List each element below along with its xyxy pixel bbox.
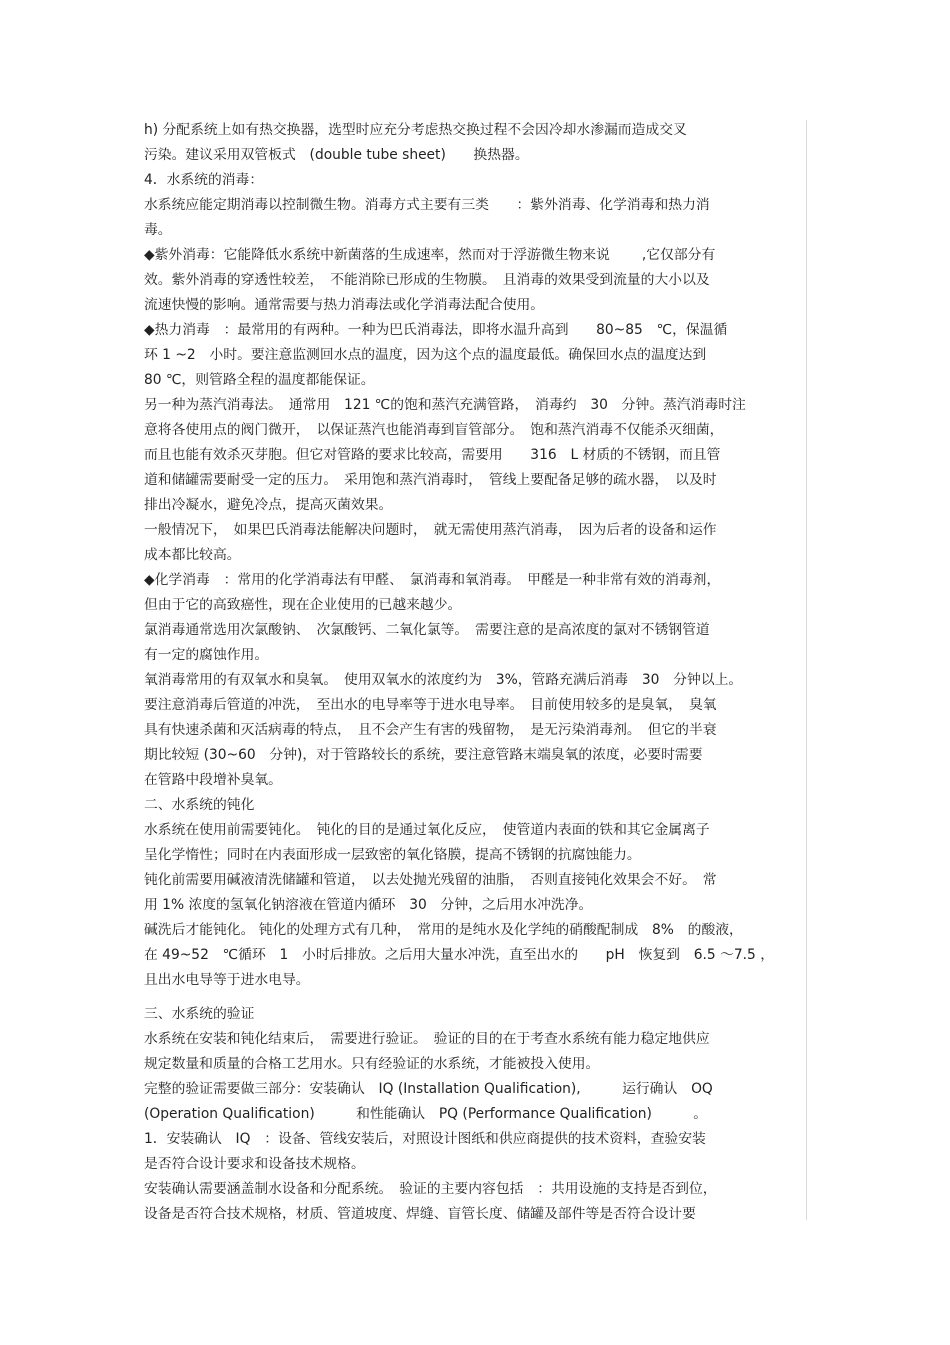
text-line: 有一定的腐蚀作用。	[144, 647, 269, 663]
text-line: 在管路中段增补臭氧。	[144, 772, 282, 788]
text-line: 排出冷凝水，避免冷点，提高灭菌效果。	[144, 497, 393, 513]
text-line: 期比较短 (30~60 分钟)，对于管路较长的系统，要注意管路末端臭氧的浓度，必要时需要	[144, 747, 703, 763]
text-line: 要注意消毒后管道的冲洗， 至出水的电导率等于进水电导率。 目前使用较多的是臭氧， 臭氧	[144, 697, 717, 713]
text-line: 碱洗后才能钝化。 钝化的处理方式有几种， 常用的是纯水及化学纯的硝酸配制成 8% 的酸液，	[144, 922, 743, 938]
text-line: 氧消毒常用的有双氧水和臭氧。 使用双氧水的浓度约为 3%，管路充满后消毒 30 分钟以上。	[144, 672, 743, 688]
text-line: 1．安装确认 IQ ：设备、管线安装后，对照设计图纸和供应商提供的技术资料，查验安装	[144, 1131, 706, 1147]
text-line: 完整的验证需要做三部分：安装确认 IQ (Installation Qualification), 运行确认 OQ	[144, 1081, 713, 1097]
text-line: h) 分配系统上如有热交换器，选型时应充分考虑热交换过程不会因冷却水渗漏而造成交叉	[144, 122, 687, 138]
text-line: 意将各使用点的阀门微开， 以保证蒸汽也能消毒到盲管部分。 饱和蒸汽消毒不仅能杀灭细菌，	[144, 422, 724, 438]
text-line: 二、水系统的钝化	[144, 797, 255, 813]
text-line: ◆化学消毒 ：常用的化学消毒法有甲醛、 氯消毒和氧消毒。 甲醛是一种非常有效的消毒剂，	[144, 572, 721, 588]
paragraph-gap	[144, 993, 806, 1002]
text-line: 在 49~52 ℃循环 1 小时后排放。之后用大量水冲洗，直至出水的 pH 恢复到 6.5 ～7.5 ，	[144, 947, 775, 963]
text-line: 水系统应能定期消毒以控制微生物。消毒方式主要有三类 ：紫外消毒、化学消毒和热力消	[144, 197, 710, 213]
text-line: 氯消毒通常选用次氯酸钠、 次氯酸钙、二氧化氯等。 需要注意的是高浓度的氯对不锈钢管道	[144, 622, 710, 638]
text-line: 道和储罐需要耐受一定的压力。 采用饱和蒸汽消毒时， 管线上要配备足够的疏水器， 以及时	[144, 472, 717, 488]
text-line: 钝化前需要用碱液清洗储罐和管道， 以去处抛光残留的油脂， 否则直接钝化效果会不好。 常	[144, 872, 717, 888]
document-body	[144, 118, 806, 1227]
text-line: 一般情况下， 如果巴氏消毒法能解决问题时， 就无需使用蒸汽消毒， 因为后者的设备和运作	[144, 522, 717, 538]
text-line: 是否符合设计要求和设备技术规格。	[144, 1156, 365, 1172]
text-line: ◆热力消毒 ：最常用的有两种。一种为巴氏消毒法，即将水温升高到 80~85 ℃，保温循	[144, 322, 728, 338]
text-line: 环 1 ~2 小时。要注意监测回水点的温度，因为这个点的温度最低。确保回水点的温度达到	[144, 347, 707, 363]
text-line: 但由于它的高致癌性，现在企业使用的已越来越少。	[144, 597, 462, 613]
text-line: 毒。	[144, 222, 172, 238]
text-line: 具有快速杀菌和灭活病毒的特点， 且不会产生有害的残留物， 是无污染消毒剂。 但它的半衰	[144, 722, 717, 738]
text-line: 用 1% 浓度的氢氧化钠溶液在管道内循环 30 分钟，之后用水冲洗净。	[144, 897, 593, 913]
text-line: 水系统在安装和钝化结束后， 需要进行验证。 验证的目的在于考查水系统有能力稳定地供应	[144, 1031, 710, 1047]
text-line: 另一种为蒸汽消毒法。 通常用 121 ℃的饱和蒸汽充满管路， 消毒约 30 分钟。蒸汽消毒时注	[144, 397, 746, 413]
text-line: ◆紫外消毒：它能降低水系统中新菌落的生成速率，然而对于浮游微生物来说 ,它仅部分有	[144, 247, 716, 263]
text-line: 水系统在使用前需要钝化。 钝化的目的是通过氧化反应， 使管道内表面的铁和其它金属离子	[144, 822, 710, 838]
text-line: 污染。建议采用双管板式 (double tube sheet) 换热器。	[144, 147, 529, 163]
text-line: 80 ℃，则管路全程的温度都能保证。	[144, 372, 375, 388]
text-line: 设备是否符合技术规格，材质、管道坡度、焊缝、盲管长度、储罐及部件等是否符合设计要	[144, 1206, 696, 1222]
text-line: 成本都比较高。	[144, 547, 241, 563]
text-line: 4．水系统的消毒：	[144, 172, 264, 188]
text-line: 而且也能有效杀灭芽胞。但它对管路的要求比较高，需要用 316 L 材质的不锈钢，而且管	[144, 447, 721, 463]
text-line: 安装确认需要涵盖制水设备和分配系统。 验证的主要内容包括 ：共用设施的支持是否到位，	[144, 1181, 717, 1197]
text-line: 呈化学惰性；同时在内表面形成一层致密的氧化铬膜，提高不锈钢的抗腐蚀能力。	[144, 847, 641, 863]
text-line: 效。紫外消毒的穿透性较差， 不能消除已形成的生物膜。 且消毒的效果受到流量的大小以及	[144, 272, 710, 288]
text-line: 规定数量和质量的合格工艺用水。只有经验证的水系统，才能被投入使用。	[144, 1056, 600, 1072]
text-line: 流速快慢的影响。通常需要与热力消毒法或化学消毒法配合使用。	[144, 297, 545, 313]
text-line: 且出水电导等于进水电导。	[144, 972, 310, 988]
text-line: (Operation Qualification) 和性能确认 PQ (Performance Qualification) 。	[144, 1106, 708, 1122]
right-margin-rule	[806, 120, 807, 1220]
text-line: 三、水系统的验证	[144, 1006, 255, 1022]
